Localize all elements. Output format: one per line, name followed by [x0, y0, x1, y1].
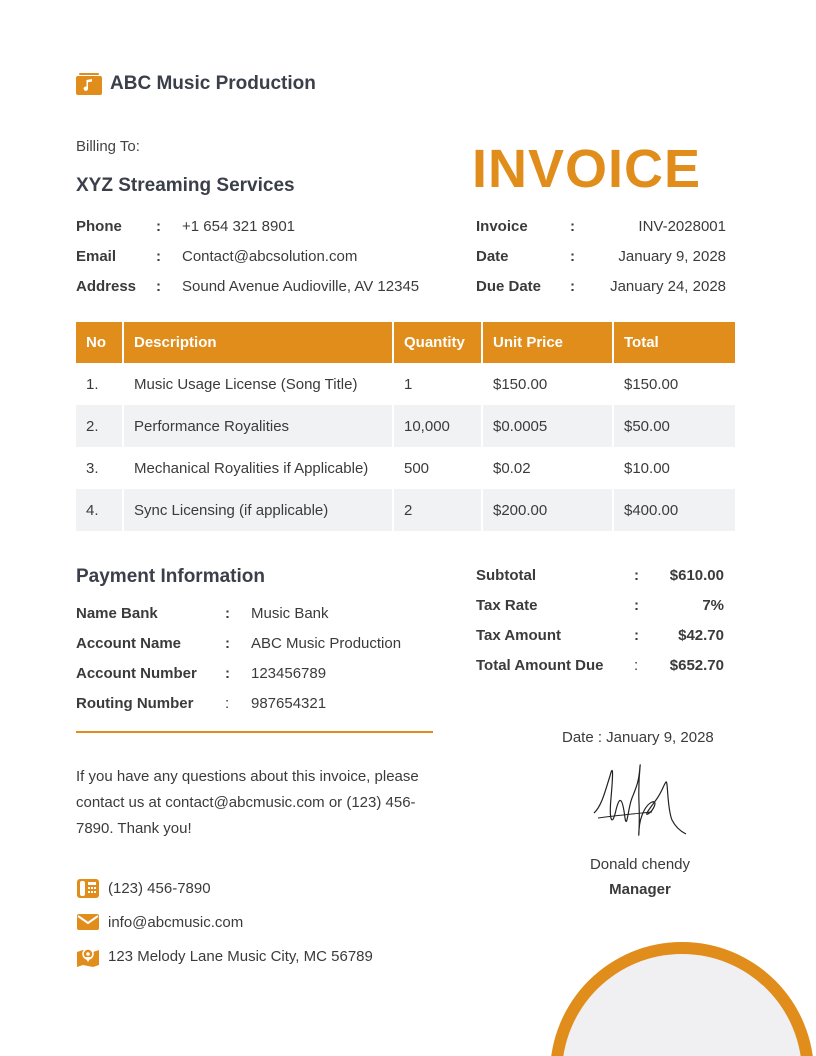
separator: : — [634, 597, 639, 614]
cell-no: 4. — [76, 489, 123, 531]
separator: : — [570, 278, 575, 295]
tax-rate-value: 7% — [702, 597, 724, 614]
contact-phone — [76, 877, 211, 899]
decorative-arc — [548, 940, 816, 1056]
account-name-label: Account Name — [76, 635, 182, 652]
invoice-number-value: INV-2028001 — [638, 218, 726, 235]
payment-section-title: Payment Information — [76, 566, 265, 587]
billing-label: Billing To: — [76, 138, 140, 155]
invoice-number-label: Invoice — [476, 218, 528, 235]
separator: : — [570, 248, 575, 265]
contact-address-text: 123 Melody Lane Music City, MC 56789 — [108, 947, 373, 965]
separator: : — [225, 665, 230, 682]
cell-total: $50.00 — [613, 405, 735, 447]
cell-quantity: 2 — [393, 489, 482, 531]
contact-email — [76, 911, 243, 933]
invoice-title: INVOICE — [472, 139, 702, 199]
tax-amount-label: Tax Amount — [476, 627, 561, 644]
cell-unit-price: $0.02 — [482, 447, 613, 489]
cell-no: 2. — [76, 405, 123, 447]
routing-number-value: 987654321 — [251, 695, 327, 712]
table-header-row — [76, 322, 735, 363]
cell-no: 3. — [76, 447, 123, 489]
separator: : — [156, 248, 161, 265]
address-value: Sound Avenue Audioville, AV 12345 — [182, 278, 420, 295]
invoice-date-label: Date — [476, 248, 509, 265]
signatory-role: Manager — [609, 881, 671, 898]
header-total: Total — [613, 322, 735, 363]
header-unit-price: Unit Price — [482, 322, 613, 363]
due-date-label: Due Date — [476, 278, 542, 295]
cell-quantity: 10,000 — [393, 405, 482, 447]
separator: : — [156, 218, 161, 235]
invoice-date-value: January 9, 2028 — [618, 248, 726, 265]
tax-amount-value: $42.70 — [678, 627, 724, 644]
tax-rate-label: Tax Rate — [476, 597, 538, 614]
invoice-details — [476, 218, 726, 308]
cell-total: $150.00 — [624, 375, 679, 393]
cell-unit-price: $150.00 — [482, 363, 613, 405]
signature-date: Date : January 9, 2028 — [562, 729, 714, 746]
total-due-value: $652.70 — [669, 657, 724, 674]
mail-icon — [76, 911, 100, 933]
payment-details — [76, 605, 436, 715]
cell-no: 1. — [76, 363, 123, 405]
separator: : — [156, 278, 161, 295]
cell-quantity: 1 — [393, 363, 482, 405]
contact-address — [76, 945, 373, 967]
cell-unit-price: $0.0005 — [482, 405, 613, 447]
header-description: Description — [123, 322, 393, 363]
routing-number-label: Routing Number — [76, 695, 194, 712]
totals-summary — [476, 567, 724, 677]
section-divider — [76, 731, 433, 733]
contact-email-text: info@abcmusic.com — [108, 913, 244, 931]
total-due-label: Total Amount Due — [476, 657, 604, 674]
brand — [76, 72, 316, 96]
separator: : — [634, 567, 639, 584]
separator: : — [225, 605, 230, 622]
account-number-label: Account Number — [76, 665, 197, 682]
bank-name-value: Music Bank — [251, 605, 329, 622]
cell-total: $400.00 — [613, 489, 735, 531]
music-note-icon — [76, 72, 102, 96]
cell-quantity: 500 — [393, 447, 482, 489]
cell-description: Performance Royalities — [123, 405, 393, 447]
email-value: Contact@abcsolution.com — [182, 248, 358, 265]
signature-image — [592, 758, 692, 848]
table-row — [76, 405, 735, 447]
cell-total: $10.00 — [624, 459, 670, 477]
separator: : — [225, 695, 230, 712]
signatory-name: Donald chendy — [589, 856, 691, 873]
cell-description: Music Usage License (Song Title) — [123, 363, 393, 405]
cell-unit-price: $200.00 — [482, 489, 613, 531]
separator: : — [570, 218, 575, 235]
brand-name: ABC Music Production — [110, 73, 316, 94]
table-row — [76, 447, 735, 489]
subtotal-value: $610.00 — [669, 567, 724, 584]
phone-value: +1 654 321 8901 — [182, 218, 296, 235]
client-name: XYZ Streaming Services — [76, 175, 295, 196]
phone-label: Phone — [76, 218, 122, 235]
billing-details — [76, 218, 456, 308]
phone-icon — [76, 877, 100, 899]
bank-name-label: Name Bank — [76, 605, 158, 622]
contact-note: If you have any questions about this invoice, please contact us at contact@abcmusic.com or (123) 456-7890. Thank you! — [76, 768, 419, 837]
address-label: Address — [76, 278, 137, 295]
subtotal-label: Subtotal — [476, 567, 536, 584]
header-no: No — [76, 322, 123, 363]
separator: : — [634, 657, 639, 674]
header-quantity: Quantity — [393, 322, 482, 363]
table-row — [76, 489, 735, 531]
map-pin-icon — [76, 945, 100, 967]
account-number-value: 123456789 — [251, 665, 327, 682]
separator: : — [225, 635, 230, 652]
items-table — [76, 322, 735, 531]
account-name-value: ABC Music Production — [251, 635, 402, 652]
contact-phone-text: (123) 456-7890 — [108, 879, 211, 897]
cell-description: Sync Licensing (if applicable) — [123, 489, 393, 531]
due-date-value: January 24, 2028 — [610, 278, 726, 295]
email-label: Email — [76, 248, 117, 265]
cell-description: Mechanical Royalities if Applicable) — [123, 447, 393, 489]
table-row — [76, 363, 735, 405]
separator: : — [634, 627, 639, 644]
